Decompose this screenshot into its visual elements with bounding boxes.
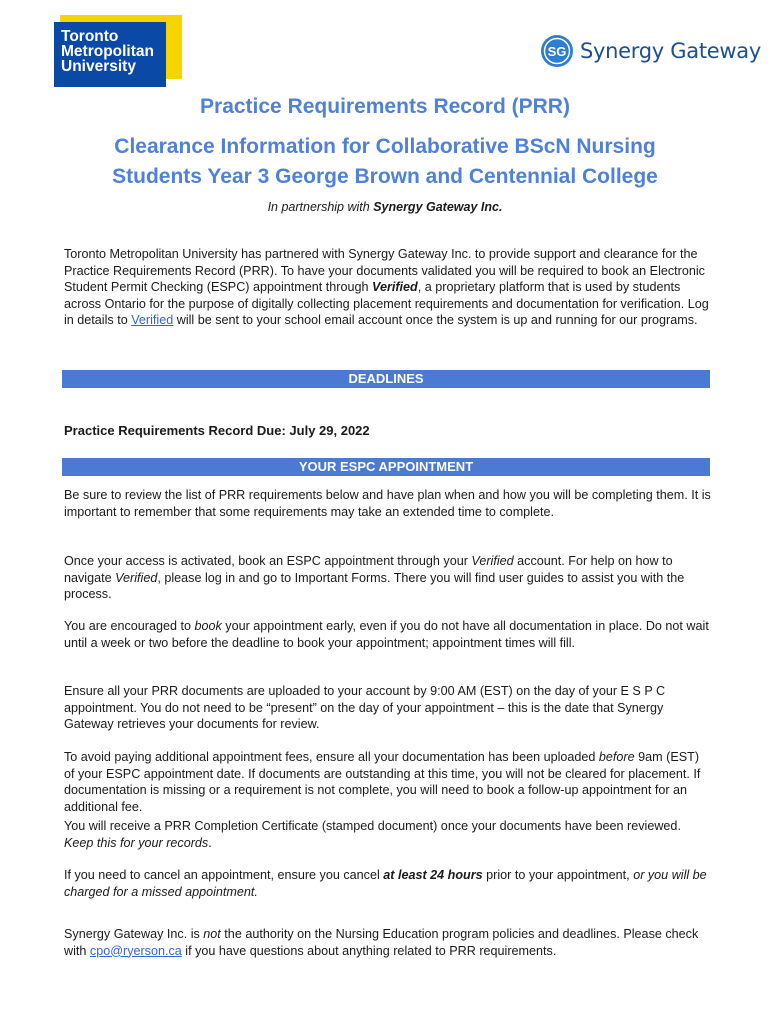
- synergy-mark-letters: SG: [547, 44, 567, 59]
- espc-section-header: YOUR ESPC APPOINTMENT: [62, 458, 710, 476]
- paragraph-text: the authority on the Nursing Education program policies and deadlines. Please check with: [64, 927, 699, 958]
- keep-records-italic: Keep this for your records: [64, 835, 209, 850]
- tmu-logo-block: [54, 22, 166, 87]
- deadlines-section-header: DEADLINES: [62, 370, 710, 388]
- partner-name: Synergy Gateway Inc.: [373, 200, 503, 214]
- paragraph-text: , please log in and go to Important Forms. There you will find user guides to assist you with the process.: [64, 570, 685, 601]
- booking-paragraph: [64, 618, 712, 651]
- partnership-line: [0, 200, 770, 214]
- clearance-heading: [0, 132, 770, 192]
- clearance-heading-line: Clearance Information for Collaborative BScN Nursing: [114, 135, 656, 158]
- clearance-heading-line: Students Year 3 George Brown and Centennial College: [112, 165, 658, 188]
- paragraph-text: If you need to cancel an appointment, ensure you cancel: [64, 868, 384, 882]
- paragraph-text: prior to your appointment,: [482, 868, 634, 882]
- paragraph-text: Once your access is activated, book an ESPC appointment through your: [64, 554, 472, 568]
- intro-text: Toronto Metropolitan University has partnered with Synergy Gateway Inc. to provide support and clearance for the Practice Requirements Record (PRR). To have your documents validated you will be required to book an Electronic Student Permit Checking (ESPC) appointment through: [64, 247, 705, 294]
- paragraph-text: if you have questions about anything related to PRR requirements.: [181, 943, 557, 958]
- tmu-logo: [54, 15, 182, 87]
- verified-italic: Verified: [115, 570, 158, 585]
- fees-paragraph: [64, 749, 712, 815]
- partnership-prefix: In partnership with: [267, 200, 374, 214]
- paragraph-text: You will receive a PRR Completion Certificate (stamped document) once your documents have been reviewed.: [64, 819, 681, 833]
- certificate-paragraph: [64, 818, 712, 851]
- not-italic: not: [203, 927, 221, 941]
- authority-paragraph: [64, 926, 712, 959]
- tmu-logo-line: University: [61, 58, 136, 75]
- review-paragraph: Be sure to review the list of PRR requirements below and have plan when and how you will be completing them. It is important to remember that some requirements may take an extended time to complete.: [64, 488, 711, 519]
- synergy-gateway-mark-icon: [540, 34, 574, 68]
- tmu-logo-line: Metropolitan: [61, 43, 154, 60]
- paragraph-text: .: [208, 835, 212, 850]
- paragraph-text: To avoid paying additional appointment fees, ensure all your documentation has been uploaded: [64, 750, 599, 764]
- book-italic: book: [194, 619, 222, 633]
- upload-paragraph: Ensure all your PRR documents are uploaded to your account by 9:00 AM (EST) on the day of your E S P C appointment. You do not need to be “present” on the day of your appointment – this is the date that Synergy Gateway retrieves your documents for review.: [64, 684, 666, 731]
- before-italic: before: [598, 750, 635, 764]
- document-title: Practice Requirements Record (PRR): [200, 95, 570, 118]
- verified-italic: Verified: [471, 554, 514, 568]
- paragraph-text: Synergy Gateway Inc. is: [64, 927, 204, 941]
- intro-text: will be sent to your school email account once the system is up and running for our programs.: [173, 313, 698, 327]
- intro-text: , a proprietary platform that is used by students across Ontario for the purpose of digitally collecting placement requirements and documentation for verification. Log in details to: [64, 280, 709, 327]
- paragraph-text: your appointment early, even if you do not have all documentation in place. Do not wait until a week or two before the deadline to book your appointment; appointment times will fill.: [64, 619, 709, 650]
- paragraph-text: account. For help on how to navigate: [64, 554, 673, 585]
- hours-emphasis: at least 24 hours: [383, 868, 483, 882]
- verified-link[interactable]: Verified: [131, 313, 174, 327]
- cancel-paragraph: [64, 867, 712, 900]
- synergy-gateway-logo: [540, 34, 761, 68]
- synergy-gateway-wordmark: Synergy Gateway: [580, 39, 761, 63]
- verified-emphasis: Verified: [372, 280, 418, 294]
- access-paragraph: [64, 553, 712, 603]
- prr-due-date: Practice Requirements Record Due: July 29, 2022: [64, 423, 370, 438]
- paragraph-text: 9am (EST) of your ESPC appointment date. If documents are outstanding at this time, you will not be cleared for placement. If documentation is missing or a requirement is not complete, you will need to book a follow-up appointment for an additional fee.: [64, 750, 701, 814]
- tmu-logo-line: Toronto: [61, 28, 119, 45]
- intro-paragraph: [64, 246, 712, 329]
- cpo-email-link[interactable]: cpo@ryerson.ca: [89, 943, 182, 958]
- charge-warning: or you will be charged for a missed appointment.: [64, 868, 707, 899]
- paragraph-text: You are encouraged to: [64, 619, 195, 633]
